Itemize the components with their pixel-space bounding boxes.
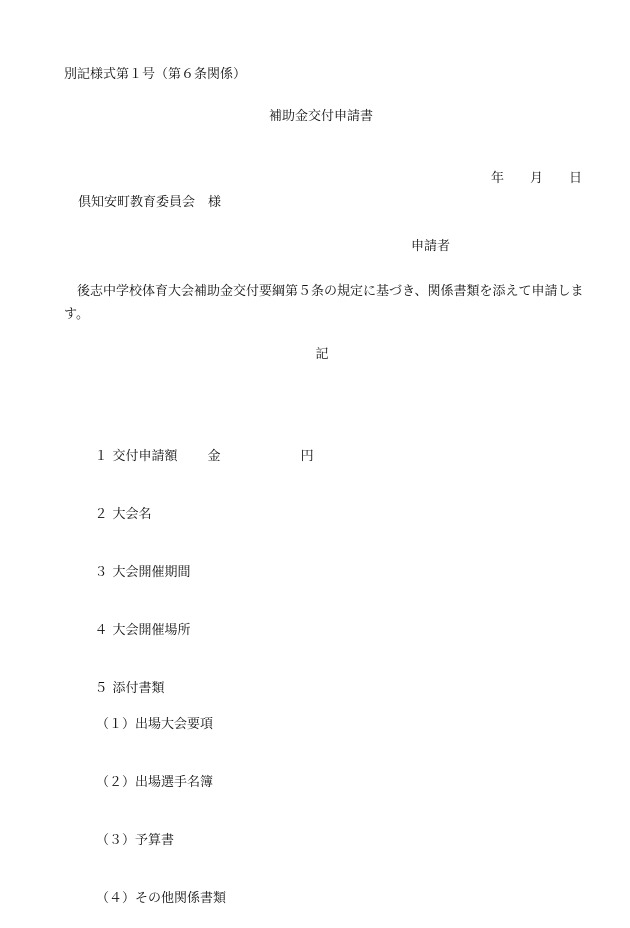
item-number: ５ [94, 681, 108, 696]
date-day-label: 日 [568, 171, 582, 186]
item-label: 大会名 [112, 507, 152, 522]
body-text: 後志中学校体育大会補助金交付要綱第５条の規定に基づき、関係書類を添えて申請します。 [64, 284, 584, 322]
amount-prefix: 金 [207, 449, 221, 464]
item-number: ３ [94, 565, 108, 580]
item-number: ４ [94, 623, 108, 638]
list-item [78, 424, 314, 464]
addressee: 倶知安町教育委員会 様 [78, 195, 222, 210]
attachment-item: （２）出場選手名簿 [96, 775, 214, 790]
list-item [78, 598, 314, 638]
list-item [78, 656, 314, 696]
attachment-item: （１）出場大会要項 [96, 717, 214, 732]
date-year-label: 年 [490, 171, 504, 186]
item-label: 添付書類 [112, 681, 165, 696]
item-label: 大会開催期間 [112, 565, 191, 580]
item-label: 交付申請額 [112, 449, 178, 464]
item-number: ２ [94, 507, 108, 522]
item-label: 大会開催場所 [112, 623, 191, 638]
item-list [78, 388, 314, 928]
list-item [78, 482, 314, 522]
attachment-item: （４）その他関係書類 [96, 891, 227, 906]
date-month-label: 月 [529, 171, 543, 186]
amount-suffix: 円 [300, 449, 314, 464]
applicant-label: 申請者 [411, 239, 451, 254]
form-label: 別記様式第１号（第６条関係） [64, 67, 247, 82]
document-title: 補助金交付申請書 [268, 109, 373, 124]
attachment-item: （３）予算書 [96, 833, 175, 848]
item-number: １ [94, 449, 108, 464]
list-item [78, 540, 314, 580]
section-heading: 記 [315, 347, 329, 362]
date-line [483, 152, 582, 188]
